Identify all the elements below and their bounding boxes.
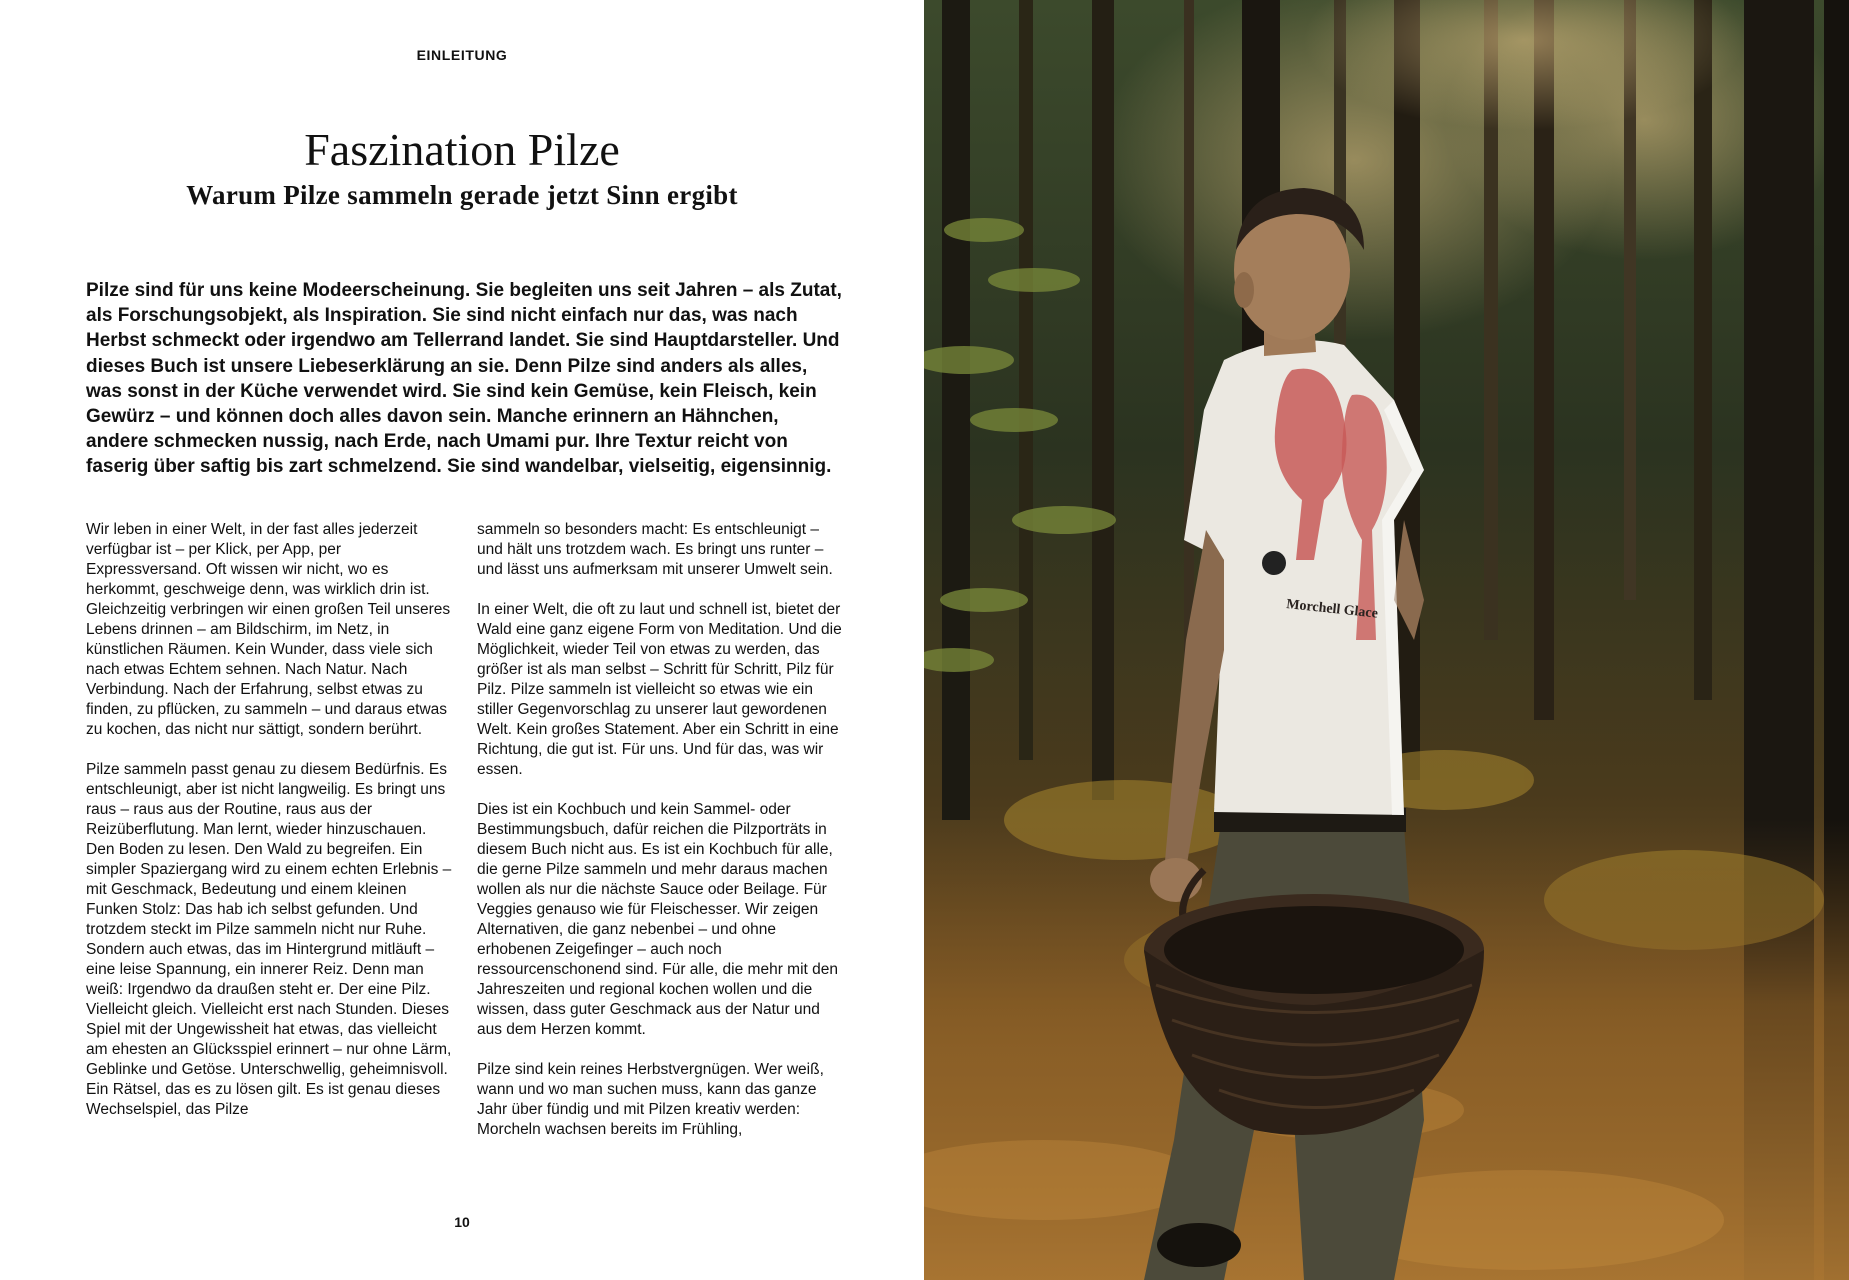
body-paragraph: sammeln so besonders macht: Es entschleunigt – und hält uns trotzdem wach. Es bringt uns runter – und lässt uns aufmerksam mit unserer Umwelt sein. (477, 521, 833, 578)
shirt-print-text: Morchell Glace (1285, 597, 1379, 622)
forest-photo (924, 0, 1849, 1280)
body-paragraph: Pilze sind kein reines Herbstvergnügen. Wer weiß, wann und wo man suchen muss, kann das ganze Jahr über fündig und mit Pilzen kreativ werden: Morcheln wachsen bereits im Frühling, (477, 1061, 824, 1138)
body-paragraph: Wir leben in einer Welt, in der fast alles jederzeit verfügbar ist – per Klick, per App, per Expressversand. Oft wissen wir nicht, wo es herkommt, geschweige denn, was wirklich drin ist. Gleichzeitig verbringen wir einen großen Teil unseres Lebens drinnen – am Bildschirm, im Netz, in künstlichen Räumen. Kein Wunder, dass viele sich nach etwas Echtem sehnen. Nach Natur. Nach Verbindung. Nach der Erfahrung, selbst etwas zu finden, zu pflücken, zu sammeln – und daraus etwas zu kochen, das nicht nur sättigt, sondern berührt. (86, 521, 451, 738)
page-number: 10 (454, 1214, 470, 1230)
chapter-subtitle: Warum Pilze sammeln gerade jetzt Sinn ergibt (186, 180, 738, 210)
body-column-left (86, 520, 456, 1140)
body-column-right (477, 520, 847, 1160)
body-paragraph: Dies ist ein Kochbuch und kein Sammel- oder Bestimmungsbuch, dafür reichen die Pilzporträts in diesem Buch nicht aus. Es ist ein Kochbuch für alle, die gerne Pilze sammeln und mehr daraus machen wollen als nur die nächste Sauce oder Beilage. Für Veggies genauso wie für Fleischesser. Wir zeigen Alternativen, die ganz nebenbei – und ohne erhobenen Zeigefinger – auch noch ressourcenschonend sind. Für alle, die mehr mit den Jahreszeiten und regional kochen wollen und die wissen, dass guter Geschmack aus der Natur und aus dem Herzen kommt. (477, 801, 838, 1038)
chapter-title: Faszination Pilze (304, 124, 620, 175)
body-paragraph: Pilze sammeln passt genau zu diesem Bedürfnis. Es entschleunigt, aber ist nicht langweilig. Es bringt uns raus – raus aus der Routine, raus aus der Reizüberflutung. Man lernt, wieder hinzuschauen. Den Boden zu lesen. Den Wald zu begreifen. Ein simpler Spaziergang wird zu einem echten Erlebnis – mit Geschmack, Bedeutung und einem kleinen Funken Stolz: Das hab ich selbst gefunden. Und trotzdem steckt im Pilze sammeln nicht nur Ruhe. Sondern auch etwas, das im Hintergrund mitläuft – eine leise Spannung, ein innerer Reiz. Denn man weiß: Irgendwo da draußen steht er. Der eine Pilz. Vielleicht gleich. Vielleicht erst nach Stunden. Dieses Spiel mit der Ungewissheit hat etwas, das vielleicht am ehesten an Glücksspiel erinnert – nur ohne Lärm, Geblinke und Getöse. Unterschwellig, geheimnisvoll. Ein Rätsel, das es zu lösen gilt. Es ist genau dieses Wechselspiel, das Pilze (86, 761, 452, 1118)
section-label: EINLEITUNG (416, 47, 508, 63)
intro-paragraph: Pilze sind für uns keine Modeerscheinung. Sie begleiten uns seit Jahren – als Zutat, als Forschungsobjekt, als Inspiration. Sie sind nicht einfach nur das, was nach Herbst schmeckt oder irgendwo am Tellerrand landet. Sie sind Hauptdarsteller. Und dieses Buch ist unsere Liebeserklärung an sie. Denn Pilze sind anders als alles, was sonst in der Küche verwendet wird. Sie sind kein Gemüse, kein Fleisch, kein Gewürz – und können doch alles davon sein. Manche erinnern an Hähnchen, andere schmecken nussig, nach Erde, nach Umami pur. Ihre Textur reicht von faserig über saftig bis zart schmelzend. Sie sind wandelbar, vielseitig, eigensinnig. (86, 280, 842, 478)
body-paragraph: In einer Welt, die oft zu laut und schnell ist, bietet der Wald eine ganz eigene Form von Meditation. Und die Möglichkeit, wieder Teil von etwas zu werden, das größer ist als man selbst – Schritt für Schritt, Pilz für Pilz. Pilze sammeln ist vielleicht so etwas wie ein stiller Gegenvorschlag zu unserer laut gewordenen Welt. Kein großes Statement. Aber ein Schritt in eine Richtung, die gut ist. Für uns. Und für das, was wir essen. (477, 601, 842, 778)
left-page (0, 0, 924, 1280)
